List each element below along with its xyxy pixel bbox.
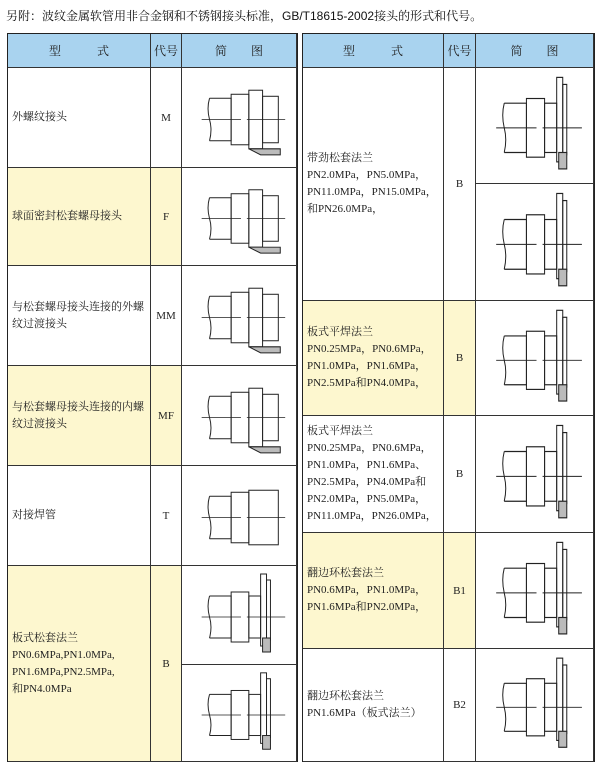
pressure-rating: 和PN26.0MPa， — [307, 203, 384, 215]
pressure-rating: PN1.6MPa（板式法兰） — [307, 707, 422, 719]
row-type — [8, 366, 151, 466]
row-code — [444, 301, 476, 416]
diagram-cell — [182, 466, 297, 566]
fitting-diagram — [476, 301, 593, 415]
type-text — [12, 399, 148, 433]
row-type — [8, 266, 151, 366]
fitting-diagram — [182, 168, 296, 265]
pressure-rating: PN1.6MPa,PN2.5MPa, — [12, 665, 115, 678]
type-name: 与松套螺母接头连接的外螺纹过渡接头 — [12, 300, 144, 330]
row-type — [303, 533, 444, 649]
row-type — [8, 466, 151, 566]
row-type — [303, 649, 444, 762]
type-text — [307, 688, 441, 722]
pressure-rating: PN0.6MPa,PN1.0MPa, — [12, 648, 115, 661]
code-value: B — [455, 468, 464, 480]
header-code-label: 代号 — [447, 44, 472, 58]
type-text — [12, 507, 148, 524]
pressure-rating: PN2.5MPa，PN4.0MPa和 — [307, 476, 427, 488]
pressure-rating: PN2.0MPa，PN5.0MPa， — [307, 169, 427, 181]
diagram-cell — [182, 366, 297, 466]
type-name: 与松套螺母接头连接的内螺纹过渡接头 — [12, 400, 144, 430]
code-value: B — [455, 178, 464, 190]
row-code — [151, 266, 182, 366]
type-text — [12, 299, 148, 333]
row-code — [151, 466, 182, 566]
header-type-label: 型 式 — [342, 44, 403, 58]
diagram-cell — [182, 566, 297, 665]
pressure-rating: PN0.25MPa，PN0.6MPa， — [307, 343, 432, 355]
code-value: B — [162, 657, 170, 670]
pressure-rating: PN1.6MPa和PN2.0MPa， — [307, 601, 427, 613]
pressure-rating: PN2.5MPa和PN4.0MPa， — [307, 377, 427, 389]
header-diagram — [182, 34, 297, 68]
fitting-diagram — [476, 68, 593, 183]
pressure-rating: PN11.0MPa，PN15.0MPa， — [307, 186, 437, 198]
fitting-diagram — [182, 366, 296, 465]
type-name: 板式松套法兰 — [12, 631, 78, 644]
fitting-diagram — [182, 266, 296, 365]
type-name: 翻边环松套法兰 — [307, 690, 384, 702]
diagram-cell — [476, 68, 594, 184]
pressure-rating: PN0.25MPa，PN0.6MPa， — [307, 442, 432, 454]
code-value: M — [161, 111, 171, 124]
type-name: 球面密封松套螺母接头 — [12, 210, 122, 222]
fitting-diagram — [476, 533, 593, 648]
diagram-cell — [182, 266, 297, 366]
type-name: 外螺纹接头 — [12, 111, 67, 123]
fitting-diagram — [476, 416, 593, 532]
type-text — [307, 423, 441, 525]
pressure-rating: 和PN4.0MPa — [12, 682, 72, 695]
type-name: 翻边环松套法兰 — [307, 567, 384, 579]
type-name: 板式平焊法兰 — [307, 326, 373, 338]
code-value: T — [162, 509, 170, 522]
row-code — [151, 168, 182, 266]
header-code — [151, 34, 182, 68]
fitting-diagram — [476, 184, 593, 300]
header-code-label: 代号 — [153, 44, 178, 58]
pressure-rating: PN2.0MPa，PN5.0MPa， — [307, 493, 427, 505]
header-diagram-label: 简 图 — [510, 44, 559, 58]
code-value: B1 — [453, 584, 466, 597]
type-text — [12, 630, 148, 698]
row-code — [444, 533, 476, 649]
diagram-cell — [476, 533, 594, 649]
header-type — [8, 34, 151, 68]
type-text — [12, 109, 148, 126]
row-type — [8, 168, 151, 266]
row-type — [8, 566, 151, 762]
diagram-cell — [476, 301, 594, 416]
pressure-rating: PN0.6MPa，PN1.0MPa， — [307, 584, 427, 596]
diagram-cell — [476, 184, 594, 301]
row-type — [8, 68, 151, 168]
row-code — [151, 566, 182, 762]
fitting-diagram — [476, 649, 593, 761]
code-value: MM — [156, 309, 176, 322]
type-text — [307, 324, 441, 392]
diagram-cell — [182, 68, 297, 168]
row-type — [303, 68, 444, 301]
row-code — [444, 649, 476, 762]
row-code — [151, 366, 182, 466]
header-diagram — [476, 34, 594, 68]
pressure-rating: PN1.0MPa，PN1.6MPa、 — [307, 459, 427, 471]
code-value: MF — [158, 409, 174, 422]
page-title: 另附：波纹金属软管用非合金钢和不锈钢接头标准，GB/T18615-2002接头的形式和代号。 — [6, 9, 483, 23]
fitting-diagram — [182, 665, 296, 761]
row-type — [303, 416, 444, 533]
header-code — [444, 34, 476, 68]
header-type-label: 型 式 — [48, 44, 109, 58]
type-text — [12, 208, 148, 225]
header-type — [303, 34, 444, 68]
type-text — [307, 150, 441, 218]
pressure-rating: PN11.0MPa，PN26.0MPa， — [307, 510, 437, 522]
code-value: B — [455, 352, 464, 364]
diagram-cell — [182, 168, 297, 266]
type-name: 板式平焊法兰 — [307, 425, 373, 437]
row-code — [151, 68, 182, 168]
left-table — [7, 33, 298, 762]
type-text — [307, 565, 441, 616]
type-name: 带劲松套法兰 — [307, 152, 373, 164]
diagram-cell — [182, 665, 297, 762]
row-type — [303, 301, 444, 416]
row-code — [444, 416, 476, 533]
fitting-diagram — [182, 466, 296, 565]
row-code — [444, 68, 476, 301]
type-name: 对接焊管 — [12, 509, 56, 521]
right-table — [302, 33, 595, 762]
diagram-cell — [476, 649, 594, 762]
fitting-diagram — [182, 68, 296, 167]
diagram-cell — [476, 416, 594, 533]
fitting-diagram — [182, 566, 296, 664]
header-diagram-label: 简 图 — [214, 44, 263, 58]
code-value: F — [162, 210, 170, 223]
code-value: B2 — [453, 699, 466, 711]
pressure-rating: PN1.0MPa，PN1.6MPa， — [307, 360, 427, 372]
